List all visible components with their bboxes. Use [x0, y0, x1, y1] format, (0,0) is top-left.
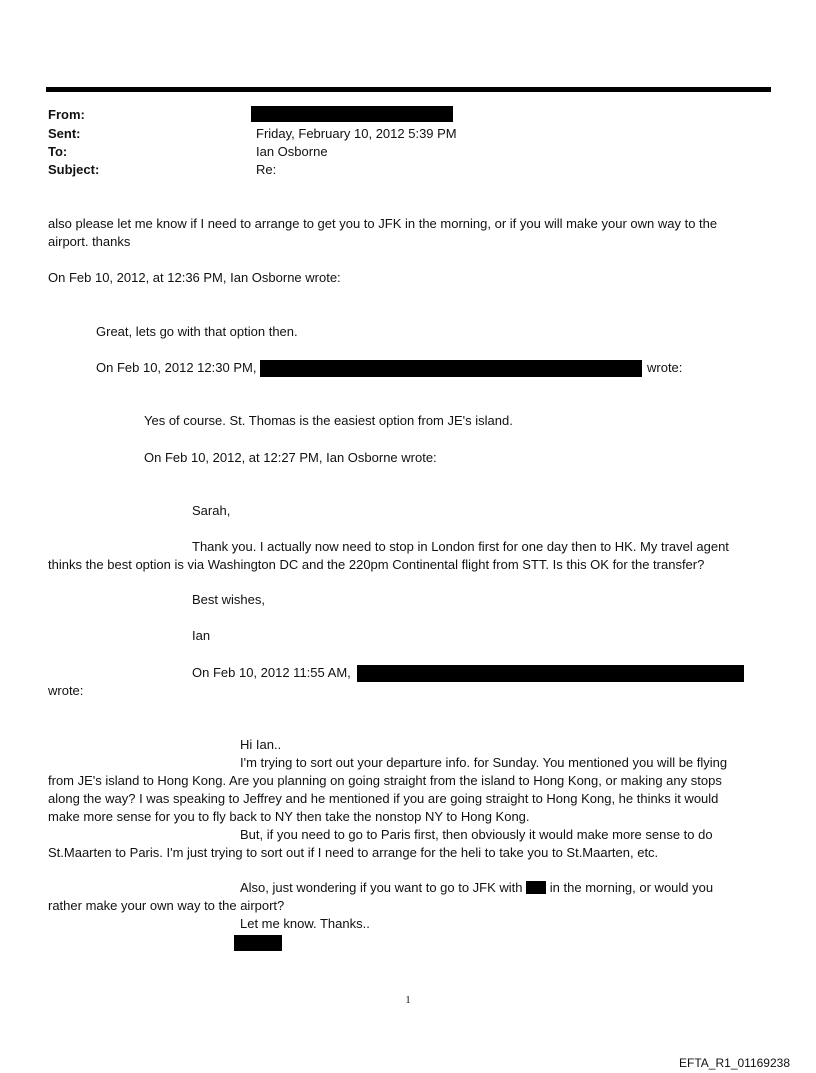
to-value: Ian Osborne — [256, 144, 328, 159]
subject-value: Re: — [256, 162, 277, 177]
quote4-p4: Let me know. Thanks.. — [240, 916, 370, 931]
quote4-greeting: Hi Ian.. — [240, 737, 282, 752]
quote3-header: On Feb 10, 2012, at 12:27 PM, Ian Osborne wrote: — [144, 450, 437, 465]
quote2-header-suffix: wrote: — [647, 360, 683, 375]
quote3-greeting: Sarah, — [192, 503, 231, 518]
quote2-header-prefix: On Feb 10, 2012 12:30 PM, — [96, 360, 257, 375]
sent-label: Sent: — [48, 126, 81, 141]
quote4-p1-line-d: make more sense for you to fly back to NY then take the nonstop NY to Hong Kong. — [48, 809, 530, 824]
quote4-sender-redaction — [357, 665, 744, 682]
quote3-closing: Best wishes, — [192, 592, 265, 607]
quote2-text: Yes of course. St. Thomas is the easiest option from JE's island. — [144, 413, 513, 428]
quote4-header-prefix: On Feb 10, 2012 11:55 AM, — [192, 665, 351, 680]
from-redaction — [251, 106, 453, 122]
quote4-header-suffix: wrote: — [48, 683, 84, 698]
quote3-p1-line-a: Thank you. I actually now need to stop in London first for one day then to HK. My travel agent — [192, 539, 729, 554]
quote3-p1-line-b: thinks the best option is via Washington DC and the 220pm Continental flight from STT. Is this OK for the transfer? — [48, 557, 705, 572]
quote4-p1-line-c: along the way? I was speaking to Jeffrey and he mentioned if you are going straight to Hong Kong, he thinks it would — [48, 791, 719, 806]
quote2-header — [96, 359, 256, 377]
to-label: To: — [48, 144, 68, 159]
quote4-p1-line-b: from JE's island to Hong Kong. Are you planning on going straight from the island to Hong Kong, or making any stops — [48, 773, 722, 788]
quote4-p3-suffix: in the morning, or would you — [549, 880, 714, 895]
page-number: 1 — [405, 994, 411, 1006]
from-label: From: — [48, 107, 85, 122]
quote4-p2-line-a: But, if you need to go to Paris first, then obviously it would make more sense to do — [240, 827, 713, 842]
body-line-1: also please let me know if I need to arrange to get you to JFK in the morning, or if you will make your own way to the — [48, 216, 718, 231]
quote1-text: Great, lets go with that option then. — [96, 324, 298, 339]
signature-redaction — [234, 935, 282, 951]
sent-value: Friday, February 10, 2012 5:39 PM — [256, 126, 457, 141]
quote4-p3-line-b: rather make your own way to the airport? — [48, 898, 285, 913]
body-line-2: airport. thanks — [48, 234, 131, 249]
quote1-header: On Feb 10, 2012, at 12:36 PM, Ian Osborne wrote: — [48, 270, 341, 285]
quote4-p3-line-a — [240, 879, 713, 897]
inline-name-redaction — [526, 881, 546, 894]
quote4-p2-line-b: St.Maarten to Paris. I'm just trying to sort out if I need to arrange for the heli to take you to St.Maarten, etc. — [48, 845, 659, 860]
quote2-sender-redaction — [260, 360, 642, 377]
quote3-signature: Ian — [192, 628, 211, 643]
quote4-p1-line-a: I'm trying to sort out your departure info. for Sunday. You mentioned you will be flying — [240, 755, 728, 770]
document-id: EFTA_R1_01169238 — [679, 1056, 790, 1070]
subject-label: Subject: — [48, 162, 100, 177]
header-rule — [46, 87, 771, 92]
quote4-p3-prefix: Also, just wondering if you want to go to JFK with — [240, 880, 523, 895]
